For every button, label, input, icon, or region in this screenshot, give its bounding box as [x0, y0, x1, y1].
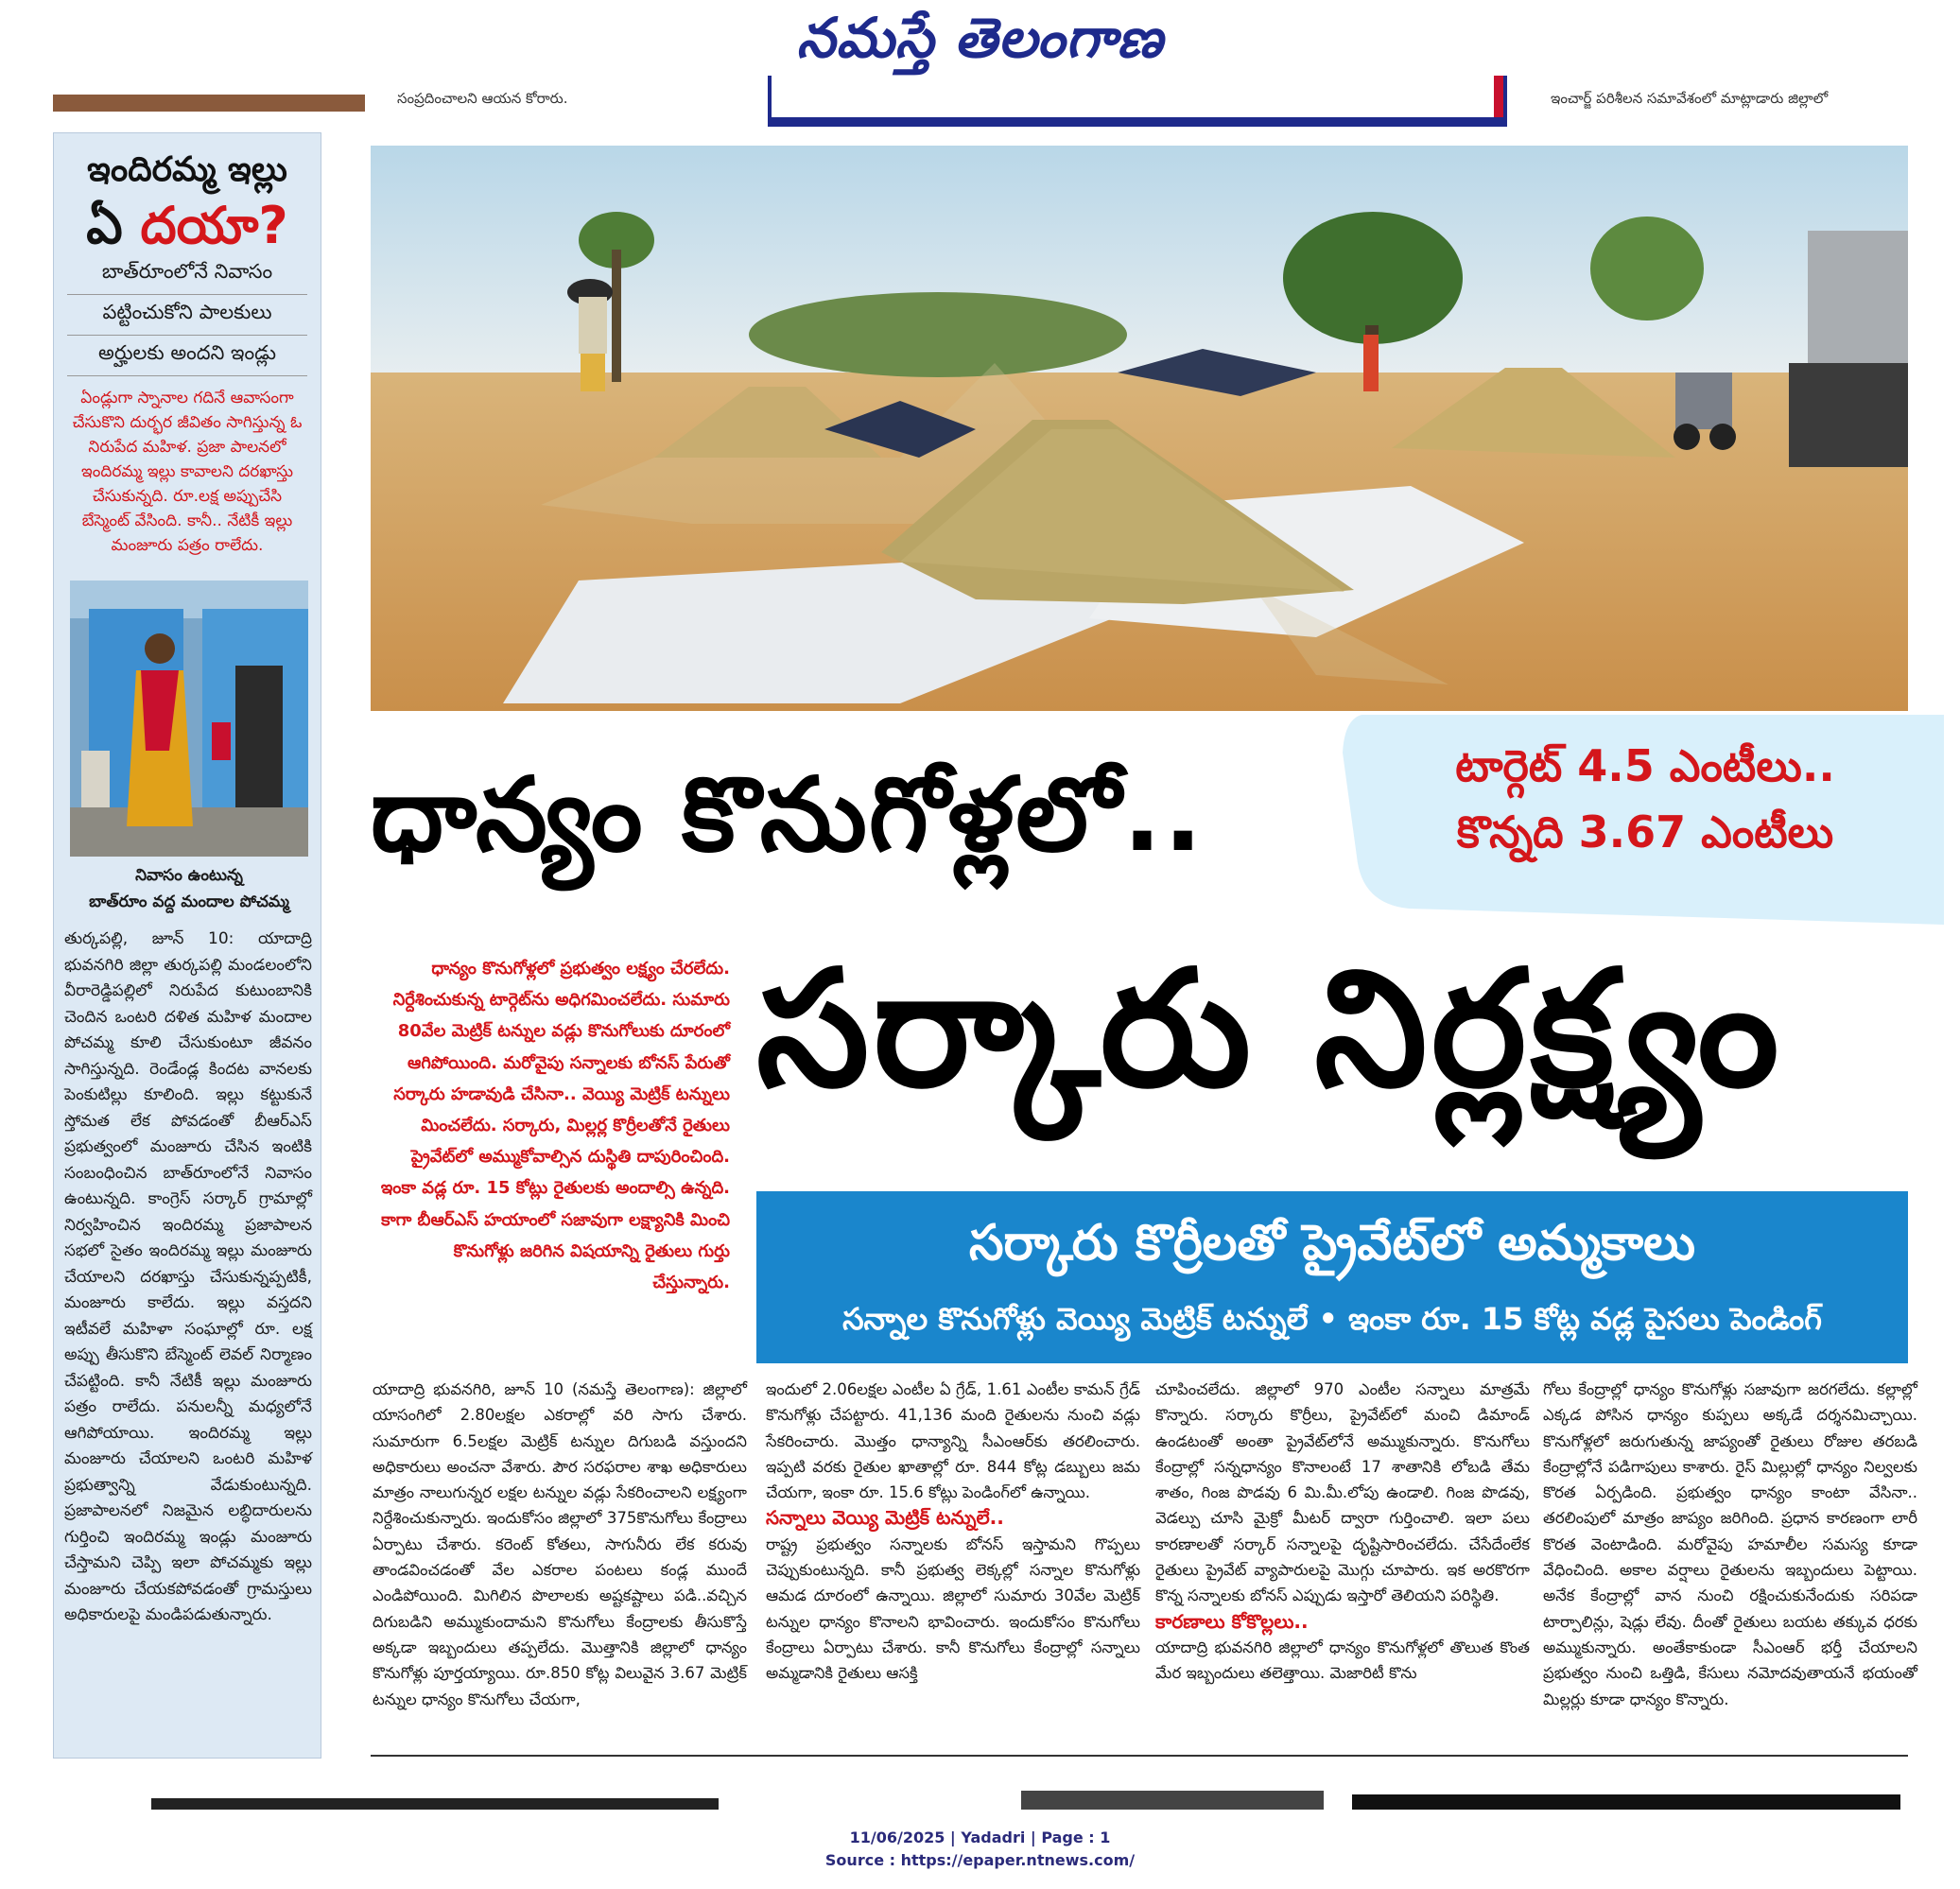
masthead: [0, 0, 1960, 76]
article-column-1: యాదాద్రి భువనగిరి, జూన్ 10 (నమస్తే తెలంగాణ): జిల్లాలో యాసంగిలో 2.80లక్షల ఎకరాల్లో వరి సాగు చేశారు. సుమారుగా 6.5లక్షల మెట్రిక్ టన్నుల దిగుబడి వస్తుందని అధికారులు అంచనా వేశారు. పౌర సరఫరాల శాఖ అధికారులు మాత్రం నాలుగున్నర లక్షల టన్నుల వడ్లు సేకరించాలని లక్ష్యంగా నిర్దేశించుకున్నారు. ఇందుకోసం జిల్లాలో 375కొనుగోలు కేంద్రాలు ఏర్పాటు చేశారు. కరెంట్ కోతలు, సాగునీరు లేక కరువు తాండవించడంతో వేల ఎకరాల పంటలు కండ్ల ముందే ఎండిపోయింది. మిగిలిన పొలాలకు అష్టకష్టాలు పడి..వచ్చిన దిగుబడిని అమ్ముకుందామని కొనుగోలు కేంద్రాలకు తీసుకొస్తే అక్కడా ఇబ్బందులు తప్పలేదు. మొత్తానికి జిల్లాలో ధాన్యం కొనుగోళ్లు పూర్తయ్యాయి. రూ.850 కోట్ల విలువైన 3.67 మెట్రిక్ టన్నుల ధాన్యం కొనుగోలు చేయగా,: [373, 1380, 747, 1708]
newspaper-logo: నమస్తే తెలంగాణ: [796, 6, 1164, 70]
top-strip-image: [53, 95, 365, 112]
next-story-strip: [142, 1787, 1900, 1810]
headline-line-1: ధాన్యం కొనుగోళ్లలో..: [371, 756, 1205, 875]
footer-rule: [371, 1755, 1908, 1757]
subheadline-line-2: సన్నాల కొనుగోళ్లు వెయ్యి మెట్రిక్ టన్నులే • ఇంకా రూ. 15 కోట్ల వడ్ల పైసలు పెండింగ్: [842, 1301, 1822, 1337]
top-banner-frame: [768, 76, 1507, 127]
sidebar-red-lead: ఏండ్లుగా స్నానాల గదినే ఆవాసంగా చేసుకొని దుర్భర జీవితం సాగిస్తున్న ఓ నిరుపేద మహిళ. ప్రజా పాలనలో ఇందిరమ్మ ఇల్లు కావాలని దరఖాస్తు చేసుకున్నది. రూ.లక్ష అప్పుచేసి బేస్మెంట్ వేసింది. కానీ.. నేటికీ ఇల్లు మంజూరు పత్రం రాలేదు.: [72, 389, 303, 555]
sidebar-photo: [70, 581, 308, 857]
sidebar-caption: నివాసం ఉంటున్న బాత్‌రూం వద్ద మందాల పోచమ్మ: [89, 866, 289, 911]
top-strip-right: ఇంచార్జ్ పరిశీలన సమావేశంలో మాట్లాడారు జిల్లాలో: [1551, 90, 1829, 107]
target-line-2: కొన్నది 3.67 ఎంటీలు: [1456, 806, 1834, 858]
sidebar-body: తుర్కపల్లి, జూన్ 10: యాదాద్రి భువనగిరి జిల్లా తుర్కపల్లి మండలంలోని వీరారెడ్డిపల్లిలో నిరుపేద కుటుంబానికి చెందిన ఒంటరి దళిత మహిళ మందాల పోచమ్మ కూలి చేసుకుంటూ జీవనం సాగిస్తున్నది. రెండేండ్ల కిందట వానలకు పెంకుటిల్లు కూలింది. ఇల్లు కట్టుకునే స్తోమత లేక పోవడంతో బీఆర్‌ఎస్ ప్రభుత్వంలో మంజూరు చేసిన ఇంటికి సంబంధించిన బాత్‌రూంలోనే నివాసం ఉంటున్నది. కాంగ్రెస్ సర్కార్ గ్రామాల్లో నిర్వహించిన ఇందిరమ్మ ప్రజాపాలన సభలో సైతం ఇందిరమ్మ ఇల్లు మంజూరు చేయాలని దరఖాస్తు చేసుకున్నప్పటికీ, మంజూరు కాలేదు. ఇల్లు వస్తదని ఇటీవలే మహిళా సంఘాల్లో రూ. లక్ష అప్పు తీసుకొని బేస్మెంట్ లెవల్ నిర్మాణం చేపట్టింది. కానీ నేటికీ ఇల్లు మంజూరు పత్రం రాలేదు. పనులన్నీ మధ్యలోనే ఆగిపోయాయి. ఇందిరమ్మ ఇల్లు మంజూరు చేయాలని ఒంటరి మహిళ ప్రభుత్వాన్ని వేడుకుంటున్నది. ప్రజాపాలనలో నిజమైన లబ్ధిదారులను గుర్తించి ఇందిరమ్మ ఇండ్లు మంజూరు చేస్తామని చెప్పి ఇలా పోచమ్మకు ఇల్లు మంజూరు చేయకపోవడంతో గ్రామస్తులు అధికారులపై మండిపడుతున్నారు.: [64, 929, 312, 1624]
column-subhead: సన్నాలు వెయ్యి మెట్రిక్ టన్నులే..: [766, 1506, 1004, 1530]
sidebar-sub-2: పట్టించుకోని పాలకులు: [67, 295, 307, 336]
headline-line-2: సర్కారు నిర్లక్ష్యం: [756, 936, 1783, 1123]
lead-paragraph: ధాన్యం కొనుగోళ్లలో ప్రభుత్వం లక్ష్యం చేరలేదు. నిర్దేశించుకున్న టార్గెట్‌ను అధిగమించలేదు. సుమారు 80వేల మెట్రిక్ టన్నుల వడ్లు కొనుగోలుకు దూరంలో ఆగిపోయింది. మరోవైపు సన్నాలకు బోనస్ పేరుతో సర్కారు హడావుడి చేసినా.. వెయ్యి మెట్రిక్ టన్నులు మించలేదు. సర్కారు, మిల్లర్ల కొర్రీలతోనే రైతులు ప్రైవేట్‌లో అమ్ముకోవాల్సిన దుస్థితి దాపురించింది. ఇంకా వడ్ల రూ. 15 కోట్లు రైతులకు అందాల్సి ఉన్నది. కాగా బీఆర్‌ఎస్ హయాంలో సజావుగా లక్ష్యానికి మించి కొనుగోళ్లు జరిగిన విషయాన్ని రైతులు గుర్తు చేస్తున్నారు.: [380, 959, 730, 1293]
sidebar-sub-3: అర్హులకు అందని ఇండ్లు: [67, 336, 307, 376]
article-column-3: చూపించలేదు. జిల్లాలో 970 ఎంటీల సన్నాలు మాత్రమే కొన్నారు. సర్కారు కొర్రీలు, ప్రైవేట్‌లో మంచి డిమాండ్ ఉండటంతో అంతా ప్రైవేట్‌లోనే అమ్ముకున్నారు. కొనుగోలు కేంద్రాల్లో సన్నధాన్యం కొనాలంటే 17 శాతానికి లోబడి తేమ శాతం, గింజ పొడవు 6 మి.మీ.లోపు ఉండాలి. గింజ పొడవు, వెడల్పు చూసి మైక్రో మీటర్ ద్వారా గుర్తించాలి. ఇలా పలు కారణాలతో సర్కార్ సన్నాలపై దృష్టిసారించలేదు. చేసేదేంలేక రైతులు ప్రైవేట్ వ్యాపారులపై మొగ్గు చూపారు. ఇక అరకొరగా కొన్న సన్నాలకు బోనస్ ఎప్పుడు ఇస్తారో తెలియని పరిస్థితి. కారణాలు కోకొల్లలు.. యాదాద్రి భువనగిరి జిల్లాలో ధాన్యం కొనుగోళ్లలో తొలుత కొంత మేర ఇబ్బందులు తలెత్తాయి. మెజారిటీ కొను: [1155, 1380, 1530, 1683]
subheadline-line-1: సర్కారు కొర్రీలతో ప్రైవేట్‌లో అమ్మకాలు: [969, 1215, 1695, 1272]
article-column-4: గోలు కేంద్రాల్లో ధాన్యం కొనుగోళ్లు సజావుగా జరగలేదు. కల్లాల్లో ఎక్కడ పోసిన ధాన్యం కుప్పలు అక్కడే దర్శనమిచ్చాయి. కొనుగోళ్లలో జరుగుతున్న జాప్యంతో రైతులు రోజుల తరబడి కేంద్రాల్లోనే పడిగాపులు కాశారు. రైస్ మిల్లుల్లో ధాన్యం నిల్వలకు కొరత ఏర్పడింది. ప్రభుత్వం ధాన్యం కాంటా వేసినా.. తరలింపులో మాత్రం జాప్యం జరిగింది. ప్రధాన కారణంగా లారీ కొరత వెంటాడింది. మరోవైపు హమాలీల సమస్య కూడా వేధించింది. అకాల వర్షాలు రైతులను ఇబ్బందులు పెట్టాయి. అనేక కేంద్రాల్లో వాన నుంచి రక్షించుకునేందుకు సరిపడా టార్పాలిన్లు, షెడ్లు లేవు. దీంతో రైతులు బయట తక్కువ ధరకు అమ్ముకున్నారు. అంతేకాకుండా సీఎంఆర్ భర్తీ చేయాలని ప్రభుత్వం నుంచి ఒత్తిడి, కేసులు నమోదవుతాయనే భయంతో మిల్లర్లు కూడా ధాన్యం కొన్నారు.: [1543, 1380, 1917, 1708]
sidebar-title: ఏ దయా?: [86, 196, 288, 255]
sidebar-sub-1: బాత్‌రూంలోనే నివాసం: [67, 254, 307, 295]
sidebar-kicker: ఇందిరమ్మ ఇల్లు: [87, 150, 287, 189]
column-subhead: కారణాలు కోకొల్లలు..: [1155, 1609, 1309, 1633]
footer-source: Source : https://epaper.ntnews.com/: [824, 1851, 1136, 1869]
hero-photo-grain-heaps: [371, 146, 1908, 711]
article-column-2: ఇందులో 2.06లక్షల ఎంటీల ఏ గ్రేడ్, 1.61 ఎంటీల కామన్ గ్రేడ్ కొనుగోళ్లు చేపట్టారు. 41,136 మంది రైతులను నుంచి వడ్లు సేకరించారు. మొత్తం ధాన్యాన్ని సీఎంఆర్‌కు తరలించారు. ఇప్పటి వరకు రైతుల ఖాతాల్లో రూ. 844 కోట్ల డబ్బులు జమ చేయగా, ఇంకా రూ. 15.6 కోట్లు పెండింగ్‌లో ఉన్నాయి. సన్నాలు వెయ్యి మెట్రిక్ టన్నులే.. రాష్ట్ర ప్రభుత్వం సన్నాలకు బోనస్ ఇస్తామని గొప్పలు చెప్పుకుంటున్నది. కానీ ప్రభుత్వ లెక్కల్లో సన్నాల కొనుగోళ్లు ఆమడ దూరంలో ఉన్నాయి. జిల్లాలో సుమారు 30వేల మెట్రిక్ టన్నుల ధాన్యం కొనాలని భావించారు. ఇందుకోసం కొనుగోలు కేంద్రాలు ఏర్పాటు చేశారు. కానీ కొనుగోలు కేంద్రాల్లో సన్నాలు అమ్మడానికి రైతులు ఆసక్తి: [766, 1380, 1140, 1683]
top-strip-left: సంప్రదించాలని ఆయన కోరారు.: [397, 90, 568, 107]
footer-page-info: 11/06/2025 | Yadadri | Page : 1: [849, 1828, 1111, 1846]
target-line-1: టార్గెట్ 4.5 ఎంటీలు..: [1455, 740, 1835, 791]
target-text: [1362, 733, 1929, 865]
